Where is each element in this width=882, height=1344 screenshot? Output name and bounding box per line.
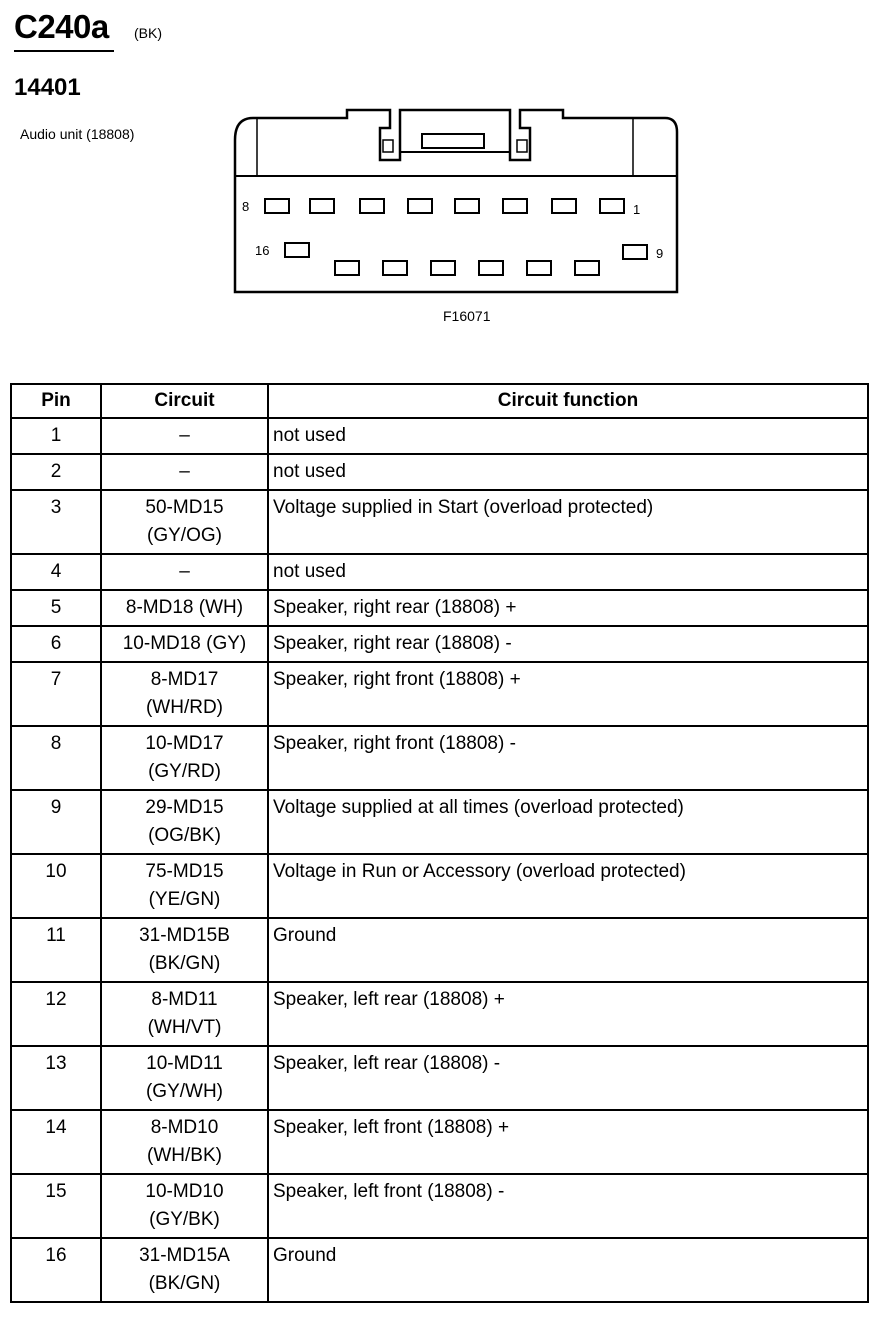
table-row — [11, 790, 868, 854]
circuit-function: not used — [268, 454, 868, 490]
circuit-line: 10-MD10 — [145, 1181, 224, 1202]
circuit-line: 8-MD17 — [150, 669, 219, 690]
figure-code: F16071 — [443, 308, 491, 324]
pin-6 — [360, 199, 384, 213]
circuit-function: not used — [268, 554, 868, 590]
pin-number: 5 — [11, 590, 101, 626]
circuit-function: Speaker, right rear (18808) + — [268, 590, 868, 626]
pin-number: 6 — [11, 626, 101, 662]
pin-table-body — [11, 418, 868, 1302]
circuit-function: Speaker, left rear (18808) - — [268, 1046, 868, 1110]
pin-number: 7 — [11, 662, 101, 726]
pin-number: 3 — [11, 490, 101, 554]
circuit-line: (BK/GN) — [148, 953, 221, 974]
circuit-function: Speaker, left front (18808) - — [268, 1174, 868, 1238]
color-code: (BK) — [134, 25, 162, 41]
circuit-cell — [101, 1238, 268, 1302]
circuit-cell — [101, 918, 268, 982]
circuit-function: Ground — [268, 918, 868, 982]
circuit-line: (YE/GN) — [148, 889, 221, 910]
title-underline — [14, 50, 114, 52]
circuit-line: 8-MD10 — [150, 1117, 219, 1138]
table-row — [11, 554, 868, 590]
pin-11 — [527, 261, 551, 275]
table-row — [11, 1174, 868, 1238]
circuit-function: Voltage in Run or Accessory (overload protected) — [268, 854, 868, 918]
top-pin-row — [265, 199, 624, 213]
circuit-line: 29-MD15 — [145, 797, 224, 818]
circuit-line: 10-MD17 — [145, 733, 224, 754]
circuit-line: 8-MD11 — [151, 989, 218, 1010]
pin-5 — [408, 199, 432, 213]
table-row — [11, 490, 868, 554]
circuit-line: (GY/RD) — [148, 761, 221, 782]
pin-number: 2 — [11, 454, 101, 490]
circuit-cell — [101, 490, 268, 554]
pin-number: 12 — [11, 982, 101, 1046]
pin-table — [10, 383, 869, 1303]
table-row — [11, 662, 868, 726]
pin-10 — [575, 261, 599, 275]
circuit-line: 10-MD11 — [146, 1053, 223, 1074]
circuit-cell — [101, 982, 268, 1046]
connector-diagram — [225, 100, 685, 300]
pin-number: 4 — [11, 554, 101, 590]
circuit-line: (WH/BK) — [147, 1145, 222, 1166]
circuit-cell — [101, 726, 268, 790]
circuit-cell — [101, 790, 268, 854]
table-row — [11, 854, 868, 918]
bottom-pin-row — [285, 243, 647, 275]
circuit-cell — [101, 1174, 268, 1238]
header-circuit: Circuit — [101, 384, 268, 418]
pin-9 — [623, 245, 647, 259]
circuit-cell — [101, 1110, 268, 1174]
pin-2 — [552, 199, 576, 213]
circuit-line: (BK/GN) — [148, 1273, 221, 1294]
circuit-line: (GY/BK) — [149, 1209, 220, 1230]
pin-1 — [600, 199, 624, 213]
label-pin-16: 16 — [255, 243, 270, 258]
table-row — [11, 726, 868, 790]
label-pin-8: 8 — [242, 199, 250, 214]
pin-number: 10 — [11, 854, 101, 918]
pin-number: 1 — [11, 418, 101, 454]
header-function: Circuit function — [268, 384, 868, 418]
table-row — [11, 982, 868, 1046]
circuit-function: Speaker, right front (18808) + — [268, 662, 868, 726]
circuit-cell — [101, 554, 268, 590]
connector-latch — [400, 110, 510, 152]
circuit-line: 10-MD18 (GY) — [122, 633, 247, 654]
circuit-cell — [101, 662, 268, 726]
circuit-line: 50-MD15 — [145, 497, 224, 518]
circuit-function: Ground — [268, 1238, 868, 1302]
circuit-line: (GY/OG) — [147, 525, 222, 546]
circuit-function: Speaker, right rear (18808) - — [268, 626, 868, 662]
circuit-cell — [101, 1046, 268, 1110]
circuit-function: Voltage supplied in Start (overload protected) — [268, 490, 868, 554]
circuit-line: – — [179, 461, 190, 482]
table-row — [11, 626, 868, 662]
table-row — [11, 1046, 868, 1110]
table-row — [11, 1238, 868, 1302]
pin-4 — [455, 199, 479, 213]
table-row — [11, 418, 868, 454]
part-number: 14401 — [14, 74, 81, 101]
circuit-line: (OG/BK) — [148, 825, 221, 846]
pin-12 — [479, 261, 503, 275]
circuit-line: (WH/VT) — [147, 1017, 222, 1038]
table-row — [11, 1110, 868, 1174]
pin-13 — [431, 261, 455, 275]
pin-16 — [285, 243, 309, 257]
pin-number: 16 — [11, 1238, 101, 1302]
table-row — [11, 918, 868, 982]
circuit-function: Speaker, right front (18808) - — [268, 726, 868, 790]
table-row — [11, 590, 868, 626]
circuit-line: 31-MD15A — [139, 1245, 230, 1266]
circuit-cell — [101, 418, 268, 454]
circuit-cell — [101, 854, 268, 918]
pin-14 — [383, 261, 407, 275]
label-pin-1: 1 — [633, 202, 641, 217]
circuit-cell — [101, 590, 268, 626]
pin-number: 8 — [11, 726, 101, 790]
circuit-line: – — [179, 425, 190, 446]
pin-7 — [310, 199, 334, 213]
pin-number: 15 — [11, 1174, 101, 1238]
circuit-cell — [101, 626, 268, 662]
header-pin: Pin — [11, 384, 101, 418]
pin-number: 9 — [11, 790, 101, 854]
circuit-cell — [101, 454, 268, 490]
circuit-function: Speaker, left rear (18808) + — [268, 982, 868, 1046]
table-row — [11, 454, 868, 490]
circuit-function: Speaker, left front (18808) + — [268, 1110, 868, 1174]
circuit-function: Voltage supplied at all times (overload protected) — [268, 790, 868, 854]
circuit-line: 31-MD15B — [139, 925, 230, 946]
pin-number: 13 — [11, 1046, 101, 1110]
circuit-line: – — [179, 561, 190, 582]
pin-3 — [503, 199, 527, 213]
circuit-line: 8-MD18 (WH) — [125, 597, 244, 618]
circuit-function: not used — [268, 418, 868, 454]
connector-id: C240a — [14, 8, 109, 45]
pin-number: 14 — [11, 1110, 101, 1174]
component-label: Audio unit (18808) — [20, 126, 135, 142]
pin-8 — [265, 199, 289, 213]
label-pin-9: 9 — [656, 246, 664, 261]
circuit-line: (WH/RD) — [145, 697, 224, 718]
circuit-line: 75-MD15 — [145, 861, 224, 882]
circuit-line: (GY/WH) — [145, 1081, 224, 1102]
pin-15 — [335, 261, 359, 275]
table-header-row — [11, 384, 868, 418]
pin-number: 11 — [11, 918, 101, 982]
